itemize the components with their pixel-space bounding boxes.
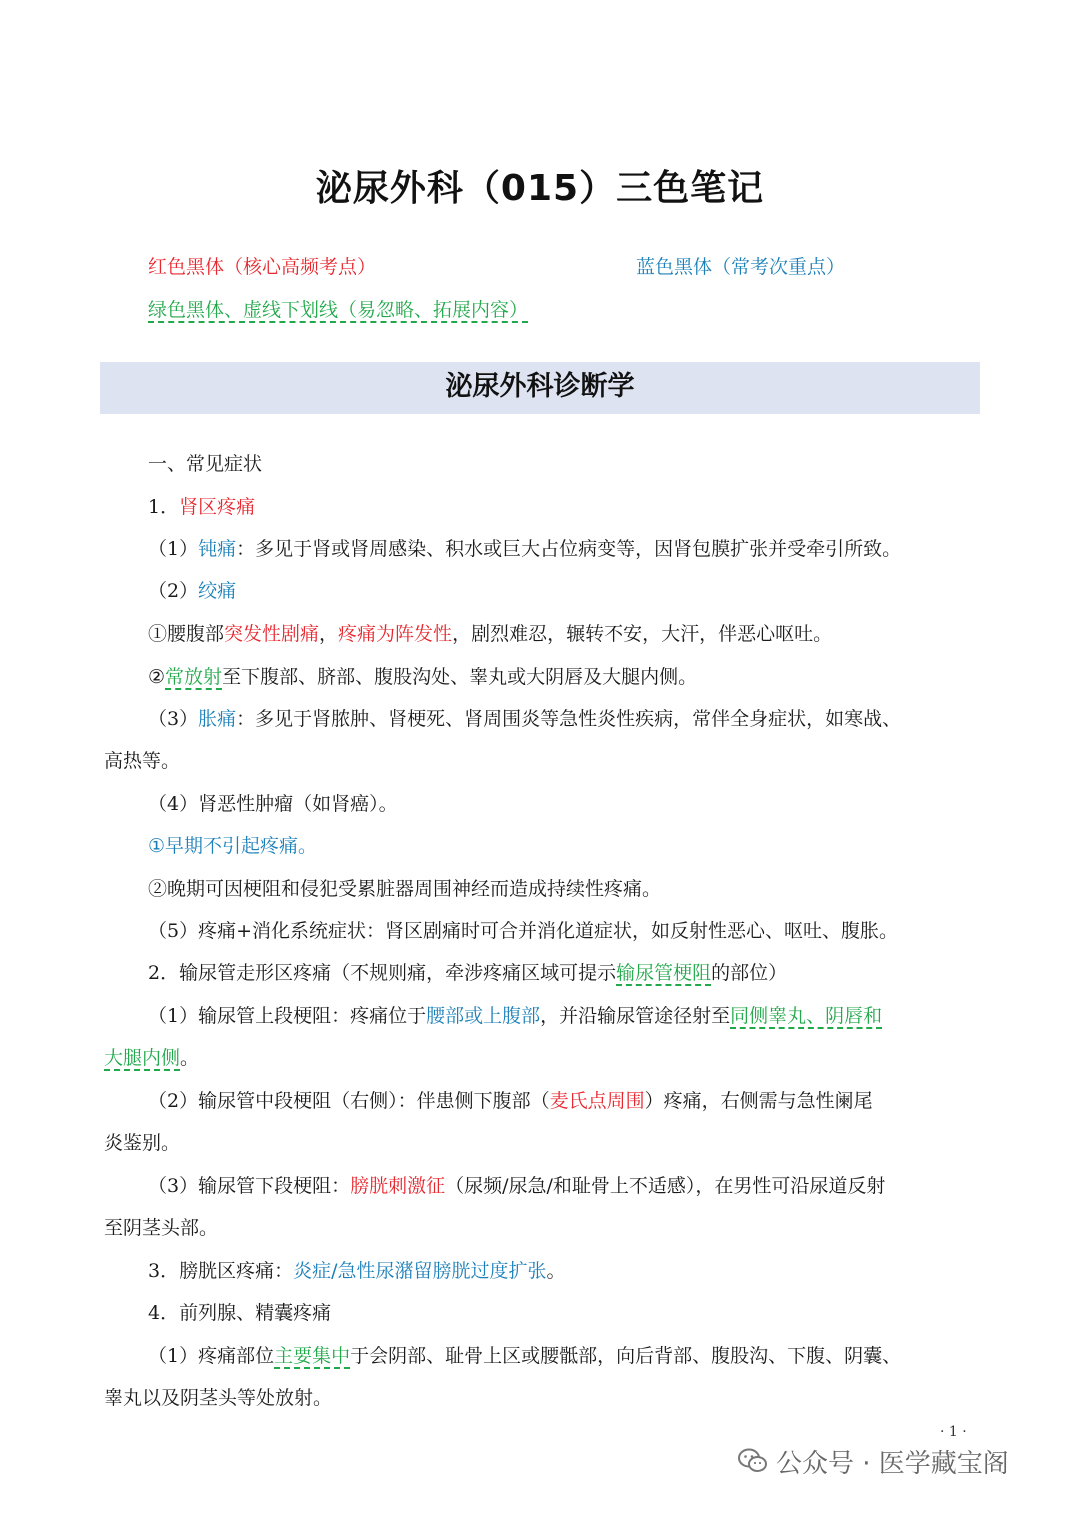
page-title: 泌尿外科（015）三色笔记: [315, 168, 765, 209]
item-bladder-pain: 3．膀胱区疼痛：炎症/急性尿潴留膀胱过度扩张。: [148, 1260, 566, 1282]
legend-green: 绿色黑体、虚线下划线（易忽略、拓展内容）: [148, 299, 529, 321]
item-tumor-late: ②晚期可因梗阻和侵犯受累脏器周围神经而造成持续性疼痛。: [148, 878, 662, 900]
item-lower-ureter: （3）输尿管下段梗阻：膀胱刺激征（尿频/尿急/和耻骨上不适感），在男性可沿尿道反射: [148, 1175, 886, 1197]
item-tumor-early: ①早期不引起疼痛。: [148, 835, 318, 857]
item-prostate-location-cont: 睾丸以及阴茎头等处放射。: [104, 1387, 333, 1409]
legend-blue: 蓝色黑体（常考次重点）: [636, 256, 846, 278]
item-colic-1: ①腰腹部突发性剧痛，疼痛为阵发性，剧烈难忍，辗转不安，大汗，伴恶心呕吐。: [148, 623, 833, 645]
item-distending-pain-cont: 高热等。: [104, 750, 181, 772]
item-colic-2: ②常放射至下腹部、脐部、腹股沟处、睾丸或大阴唇及大腿内侧。: [148, 666, 698, 688]
item-distending-pain: （3）胀痛：多见于肾脓肿、肾梗死、肾周围炎等急性炎性疾病，常伴全身症状，如寒战、: [148, 708, 902, 730]
wechat-icon: [738, 1448, 768, 1481]
item-prostate-pain: 4．前列腺、精囊疼痛: [148, 1302, 332, 1324]
item-lower-ureter-cont: 至阴茎头部。: [104, 1217, 219, 1239]
item-middle-ureter: （2）输尿管中段梗阻（右侧）：伴患侧下腹部（麦氏点周围）疼痛，右侧需与急性阑尾: [148, 1090, 873, 1112]
page-number: · 1 ·: [940, 1424, 967, 1440]
item-middle-ureter-cont: 炎鉴别。: [104, 1132, 181, 1154]
item-upper-ureter: （1）输尿管上段梗阻：疼痛位于腰部或上腹部，并沿输尿管途径射至同侧睾丸、阴唇和: [148, 1005, 883, 1027]
item-colic: （2）绞痛: [148, 580, 237, 602]
item-renal-tumor: （4）肾恶性肿瘤（如肾癌）。: [148, 793, 398, 815]
item-dull-pain: （1）钝痛：多见于肾或肾周感染、积水或巨大占位病变等，因肾包膜扩张并受牵引所致。: [148, 538, 902, 560]
item-digestive: （5）疼痛+消化系统症状：肾区剧痛时可合并消化道症状，如反射性恶心、呕吐、腹胀。: [148, 920, 899, 942]
heading-symptoms: 一、常见症状: [148, 453, 263, 475]
watermark: 公众号 · 医学藏宝阁: [738, 1443, 1009, 1481]
item-ureter-pain: 2．输尿管走形区疼痛（不规则痛，牵涉疼痛区域可提示输尿管梗阻的部位）: [148, 962, 788, 984]
item-kidney-pain: 1．肾区疼痛: [148, 496, 256, 518]
legend-red: 红色黑体（核心高频考点）: [148, 256, 377, 278]
item-upper-ureter-cont: 大腿内侧。: [104, 1047, 200, 1069]
item-prostate-location: （1）疼痛部位主要集中于会阴部、耻骨上区或腰骶部，向后背部、腹股沟、下腹、阴囊、: [148, 1345, 902, 1367]
section-title: 泌尿外科诊断学: [445, 371, 635, 402]
